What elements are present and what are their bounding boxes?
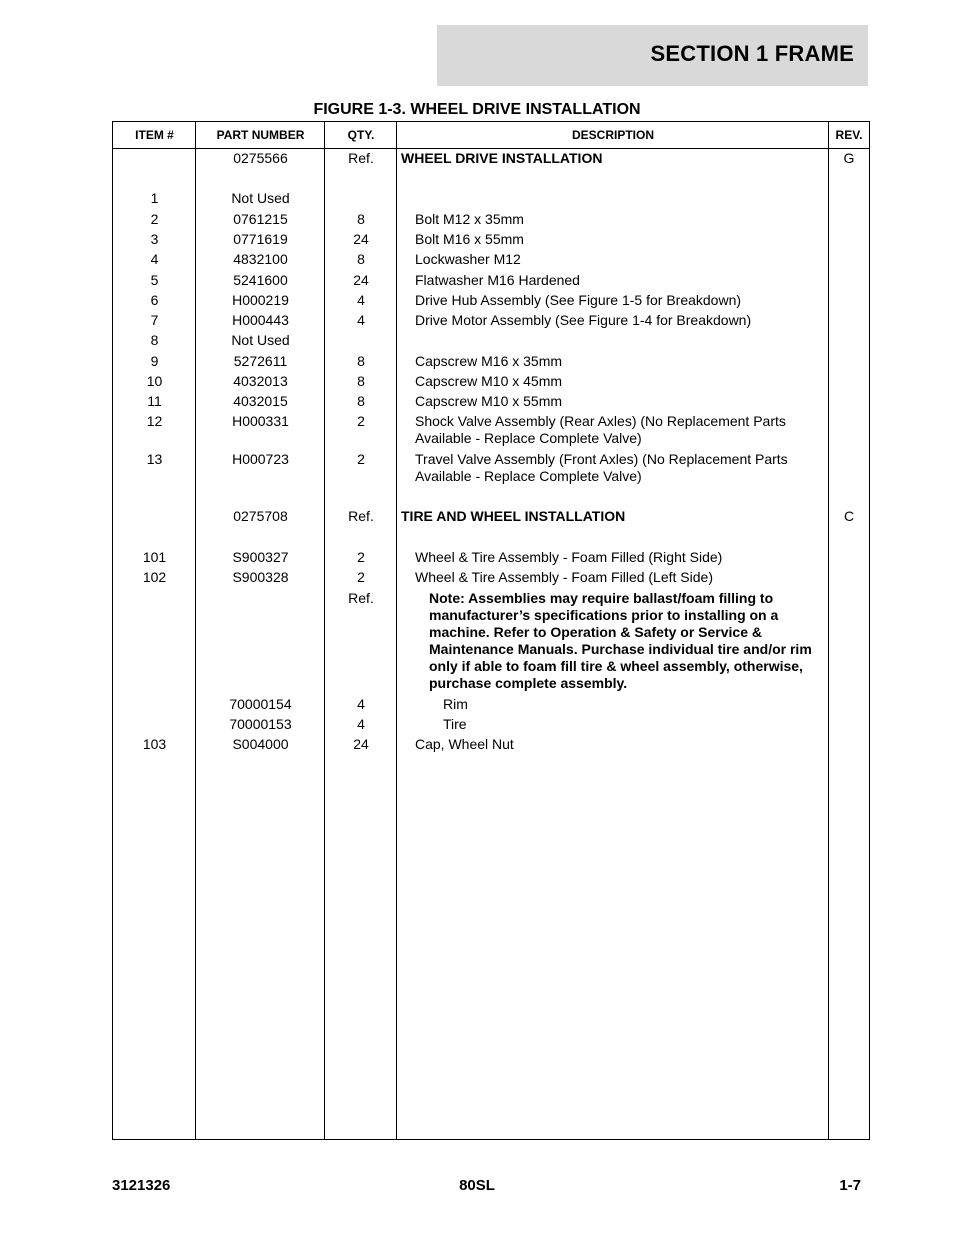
section-header-box xyxy=(437,25,868,86)
description: Tire xyxy=(443,716,467,732)
part-number: 5272611 xyxy=(233,353,288,369)
quantity: 4 xyxy=(357,292,365,308)
part-number: H000723 xyxy=(232,451,289,467)
item-number: 13 xyxy=(146,451,163,467)
quantity: 4 xyxy=(357,716,365,732)
item-number: 10 xyxy=(146,373,163,389)
quantity: 2 xyxy=(357,549,365,565)
description: Drive Hub Assembly (See Figure 1-5 for Breakdown) xyxy=(415,292,742,308)
quantity: 24 xyxy=(353,272,369,288)
part-number: Not Used xyxy=(231,332,290,348)
item-number: 103 xyxy=(142,736,167,752)
item-number: 7 xyxy=(150,312,159,328)
section-title: SECTION 1 FRAME xyxy=(650,41,854,66)
part-number: 4032013 xyxy=(233,373,288,389)
quantity: 2 xyxy=(357,569,365,585)
part-number: H000331 xyxy=(232,413,289,429)
footer-page-number: 1-7 xyxy=(839,1177,861,1194)
quantity: 2 xyxy=(357,451,365,467)
description: Flatwasher M16 Hardened xyxy=(415,272,580,288)
part-number: Not Used xyxy=(231,190,290,206)
quantity: 24 xyxy=(353,736,369,752)
quantity: 24 xyxy=(353,231,369,247)
description: TIRE AND WHEEL INSTALLATION xyxy=(401,508,626,524)
item-number: 12 xyxy=(146,413,163,429)
part-number: 70000154 xyxy=(229,696,292,712)
item-number: 9 xyxy=(150,353,159,369)
item-number: 1 xyxy=(150,190,159,206)
part-number: 5241600 xyxy=(233,272,288,288)
part-number: 0275566 xyxy=(233,150,288,166)
item-number: 11 xyxy=(147,393,162,409)
description: Lockwasher M12 xyxy=(415,251,521,267)
description: Travel Valve Assembly (Front Axles) (No Replacement Parts Available - Replace Complete Valve) xyxy=(415,451,788,484)
quantity: Ref. xyxy=(348,150,374,166)
part-number: S900328 xyxy=(232,569,289,585)
quantity: 8 xyxy=(357,211,365,227)
item-number: 8 xyxy=(150,332,159,348)
item-number: 2 xyxy=(150,211,159,227)
quantity: 8 xyxy=(357,251,365,267)
column-header-description: DESCRIPTION xyxy=(571,128,654,142)
description: Capscrew M16 x 35mm xyxy=(415,353,563,369)
description: Wheel & Tire Assembly - Foam Filled (Left Side) xyxy=(415,569,713,585)
part-number: S900327 xyxy=(232,549,289,565)
part-number: S004000 xyxy=(232,736,289,752)
quantity: 8 xyxy=(357,393,365,409)
footer-document-number: 3121326 xyxy=(112,1177,171,1194)
column-header-part-number: PART NUMBER xyxy=(216,128,305,142)
revision: C xyxy=(843,508,855,524)
quantity: 8 xyxy=(357,373,365,389)
quantity: Ref. xyxy=(348,508,374,524)
description: Cap, Wheel Nut xyxy=(415,736,514,752)
part-number: 4832100 xyxy=(233,251,288,267)
item-number: 101 xyxy=(142,549,167,565)
description: Rim xyxy=(443,696,468,712)
description: Capscrew M10 x 45mm xyxy=(415,373,563,389)
quantity: 8 xyxy=(357,353,365,369)
description: Shock Valve Assembly (Rear Axles) (No Replacement Parts Available - Replace Complete Valve) xyxy=(415,413,786,446)
description: Capscrew M10 x 55mm xyxy=(415,393,563,409)
item-number: 6 xyxy=(150,292,159,308)
description: Bolt M16 x 55mm xyxy=(415,231,524,247)
part-number: H000219 xyxy=(232,292,289,308)
quantity: 4 xyxy=(357,312,365,328)
description: Drive Motor Assembly (See Figure 1-4 for Breakdown) xyxy=(415,312,752,328)
item-number: 4 xyxy=(150,251,159,267)
quantity: 2 xyxy=(357,413,365,429)
parts-table xyxy=(112,121,870,1140)
column-header-rev: REV. xyxy=(835,128,863,142)
note-text: Note: Assemblies may require ballast/foam filling to manufacturer’s specifications prior to installing on a machine. Refer to Operation & Safety or Service & Maintenance Manuals. Purchase individual tire and/or rim only if able to foam fill tire & wheel assembly, otherwise, purchase complete assembly. xyxy=(429,590,812,691)
part-number: 0771619 xyxy=(233,231,288,247)
item-number: 102 xyxy=(142,569,167,585)
description: WHEEL DRIVE INSTALLATION xyxy=(401,150,603,166)
revision: G xyxy=(843,150,855,166)
part-number: 70000153 xyxy=(229,716,292,732)
column-header-qty: QTY. xyxy=(347,128,375,142)
item-number: 5 xyxy=(150,272,159,288)
column-header-item: ITEM # xyxy=(135,128,174,142)
part-number: 0275708 xyxy=(233,508,288,524)
footer-model: 80SL xyxy=(459,1177,495,1194)
part-number: 4032015 xyxy=(233,393,288,409)
description: Wheel & Tire Assembly - Foam Filled (Right Side) xyxy=(415,549,723,565)
description: Bolt M12 x 35mm xyxy=(415,211,524,227)
quantity: Ref. xyxy=(348,590,374,606)
part-number: H000443 xyxy=(232,312,289,328)
figure-title: FIGURE 1-3. WHEEL DRIVE INSTALLATION xyxy=(313,101,641,118)
quantity: 4 xyxy=(357,696,365,712)
part-number: 0761215 xyxy=(233,211,288,227)
item-number: 3 xyxy=(150,231,159,247)
header-divider xyxy=(113,148,869,149)
